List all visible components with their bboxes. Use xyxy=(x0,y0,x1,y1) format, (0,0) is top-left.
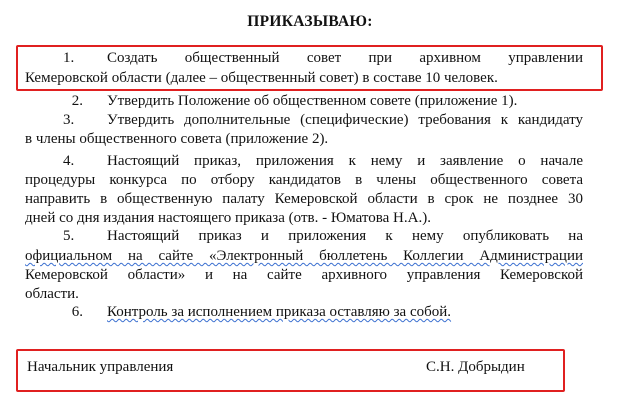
item-1-number: 1. xyxy=(63,50,75,66)
item-2-line-1 xyxy=(25,92,583,111)
item-1-text-1: Создать общественный совет при архивном управлении xyxy=(107,50,583,66)
item-4-line-2 xyxy=(25,171,583,190)
item-3-line-1 xyxy=(25,111,583,130)
item-1-line-2 xyxy=(25,69,583,88)
item-5-line-4 xyxy=(25,285,583,304)
item-6-number: 6. xyxy=(71,304,83,320)
signature-position: Начальник управления xyxy=(27,359,174,375)
item-5-number: 5. xyxy=(63,228,75,244)
order-heading: ПРИКАЗЫВАЮ: xyxy=(247,13,373,30)
item-3-line-2 xyxy=(25,130,583,149)
signature-name: С.Н. Добрыдин xyxy=(426,359,525,375)
item-3-text-2: в члены общественного совета (приложение 2). xyxy=(25,131,329,147)
item-5-text-3: Кемеровской области» и на сайте архивного управления Кемеровской xyxy=(25,267,583,283)
item-4-text-1: Настоящий приказ, приложения к нему и заявление о начале xyxy=(107,153,583,169)
item-5-line-2 xyxy=(25,247,583,266)
item-2-number: 2. xyxy=(71,93,83,109)
item-2-text-1: Утвердить Положение об общественном совете (приложение 1). xyxy=(107,93,518,109)
item-1-line-1 xyxy=(25,49,583,68)
item-5-text-1: Настоящий приказ и приложения к нему опубликовать на xyxy=(107,228,583,244)
item-4-text-3: направить в общественную палату Кемеровской области в срок не позднее 30 xyxy=(25,191,583,207)
item-4-text-2: процедуры конкурса по отбору кандидатов в члены общественного совета xyxy=(25,172,583,188)
item-3-text-1: Утвердить дополнительные (специфические) требования к кандидату xyxy=(107,112,583,128)
item-1-text-2: Кемеровской области (далее – общественный совет) в составе 10 человек. xyxy=(25,70,498,86)
item-4-line-1 xyxy=(25,152,583,171)
item-4-text-4: дней со дня издания настоящего приказа (отв. - Юматова Н.А.). xyxy=(25,210,431,226)
item-4-line-4 xyxy=(25,209,583,228)
item-4-number: 4. xyxy=(63,153,75,169)
item-5-line-3 xyxy=(25,266,583,285)
item-6-text-1: Контроль за исполнением приказа оставляю за собой. xyxy=(107,304,452,320)
item-5-line-1 xyxy=(25,227,583,246)
item-3-number: 3. xyxy=(63,112,75,128)
item-6-line-1 xyxy=(25,303,583,322)
item-4-line-3 xyxy=(25,190,583,209)
item-5-text-2: официальном на сайте «Электронный бюллетень Коллегии Администрации xyxy=(25,248,583,264)
item-5-text-4: области. xyxy=(25,286,79,302)
